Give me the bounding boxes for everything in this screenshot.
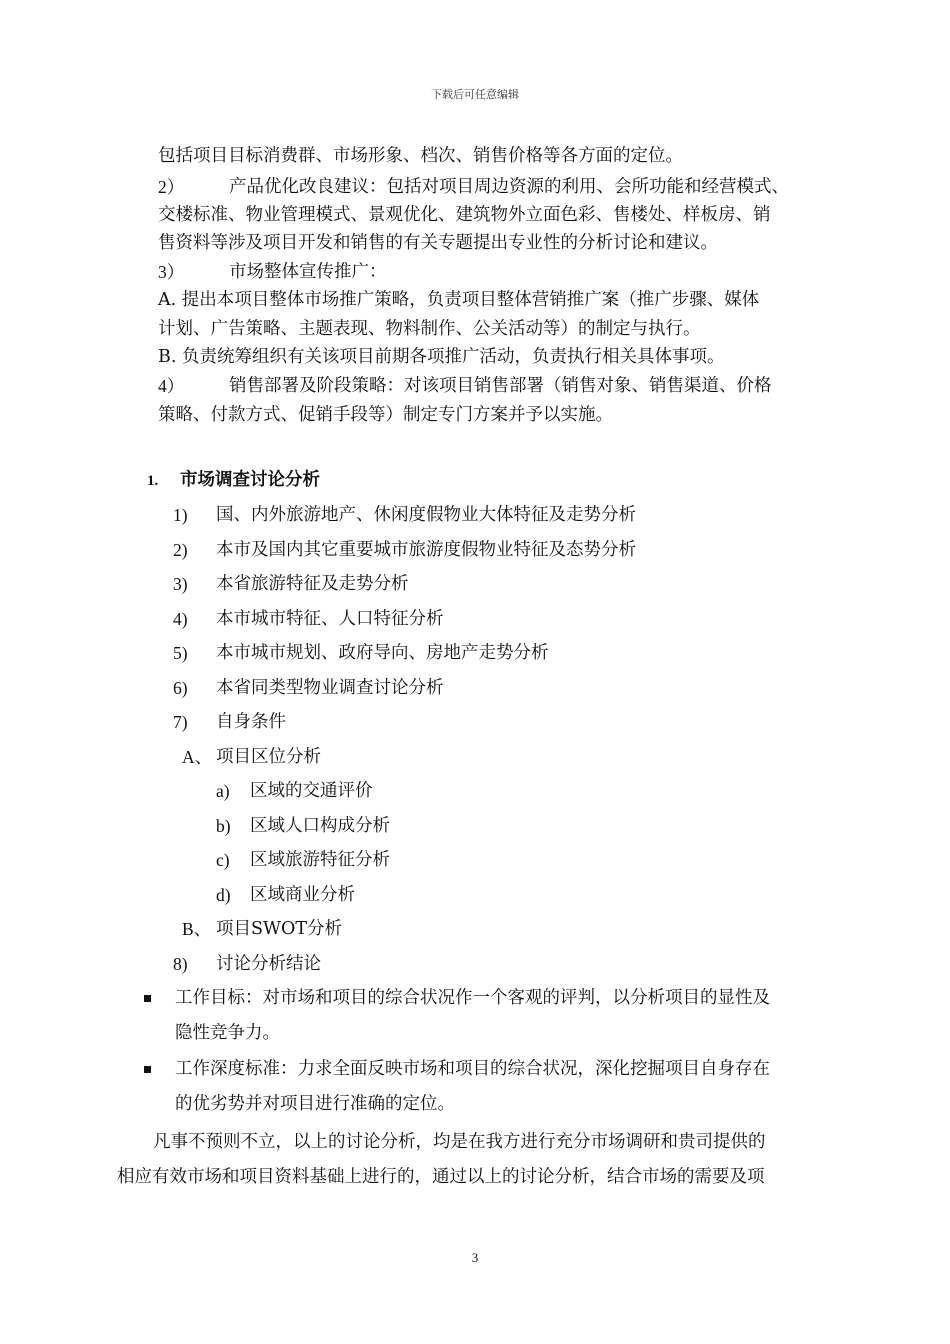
bullet-marker (144, 995, 151, 1002)
item-number: 4） (158, 376, 185, 396)
list-letter: d) (216, 885, 231, 905)
paragraph-line: 策略、付款方式、促销手段等）制定专门方案并予以实施。 (158, 405, 613, 425)
list-number: 6) (173, 678, 188, 698)
paragraph-line: A. 提出本项目整体市场推广策略，负责项目整体营销推广案（推广步骤、媒体 (158, 290, 760, 310)
section-number: 1. (147, 473, 159, 489)
paragraph-line: 计划、广告策略、主题表现、物料制作、公关活动等）的制定与执行。 (158, 319, 701, 339)
item-number: 3） (158, 262, 185, 282)
paragraph-line: 凡事不预则不立，以上的讨论分析，均是在我方进行充分市场调研和贵司提供的 (153, 1132, 766, 1152)
list-item: 区域商业分析 (250, 885, 355, 905)
list-number: 7) (173, 712, 188, 732)
list-item: 自身条件 (216, 712, 286, 732)
list-item: 区域人口构成分析 (250, 816, 390, 836)
page-header: 下载后可任意编辑 (431, 88, 519, 101)
paragraph-line: 相应有效市场和项目资料基础上进行的，通过以上的讨论分析，结合市场的需要及项 (117, 1167, 765, 1187)
bullet-text: 的优劣势并对项目进行准确的定位。 (175, 1094, 455, 1114)
bullet-text: 工作深度标准：力求全面反映市场和项目的综合状况，深化挖掘项目自身存在 (175, 1059, 770, 1079)
bullet-text: 隐性竞争力。 (175, 1023, 280, 1043)
list-number: 2) (173, 540, 188, 560)
sub-label: A、 (182, 747, 213, 767)
paragraph-line: 产品优化改良建议：包括对项目周边资源的利用、会所功能和经营模式、 (229, 177, 789, 197)
item-title: 市场整体宣传推广： (229, 262, 387, 282)
list-number: 4) (173, 609, 188, 629)
list-item: 区域旅游特征分析 (250, 850, 390, 870)
item-number: 2） (158, 177, 185, 197)
list-number: 8) (173, 954, 188, 974)
list-letter: a) (216, 781, 230, 801)
list-item: 讨论分析结论 (216, 954, 321, 974)
list-number: 5) (173, 643, 188, 663)
list-item: 项目SWOT分析 (216, 919, 342, 939)
list-item: 本省旅游特征及走势分析 (216, 574, 409, 594)
list-item: 国、内外旅游地产、休闲度假物业大体特征及走势分析 (216, 505, 636, 525)
list-letter: b) (216, 816, 231, 836)
list-item: 本市城市特征、人口特征分析 (216, 609, 444, 629)
list-number: 1) (173, 505, 188, 525)
list-item: 本市城市规划、政府导向、房地产走势分析 (216, 643, 549, 663)
list-number: 3) (173, 574, 188, 594)
sub-label: B、 (182, 919, 212, 939)
list-item: 区域的交通评价 (250, 781, 373, 801)
list-letter: c) (216, 850, 230, 870)
paragraph-line: 销售部署及阶段策略：对该项目销售部署（销售对象、销售渠道、价格 (229, 376, 772, 396)
list-item: 本省同类型物业调查讨论分析 (216, 678, 444, 698)
paragraph-line: 包括项目目标消费群、市场形象、档次、销售价格等各方面的定位。 (158, 146, 683, 166)
bullet-marker (144, 1066, 151, 1073)
list-item: 本市及国内其它重要城市旅游度假物业特征及态势分析 (216, 540, 636, 560)
page-number: 3 (471, 1250, 479, 1265)
section-title: 市场调查讨论分析 (180, 470, 320, 490)
paragraph-line: 交楼标准、物业管理模式、景观优化、建筑物外立面色彩、售楼处、样板房、销 (158, 205, 771, 225)
list-item: 项目区位分析 (216, 747, 321, 767)
paragraph-line: 售资料等涉及项目开发和销售的有关专题提出专业性的分析讨论和建议。 (158, 233, 718, 253)
bullet-text: 工作目标：对市场和项目的综合状况作一个客观的评判，以分析项目的显性及 (175, 988, 770, 1008)
paragraph-line: B. 负责统筹组织有关该项目前期各项推广活动，负责执行相关具体事项。 (158, 347, 725, 367)
